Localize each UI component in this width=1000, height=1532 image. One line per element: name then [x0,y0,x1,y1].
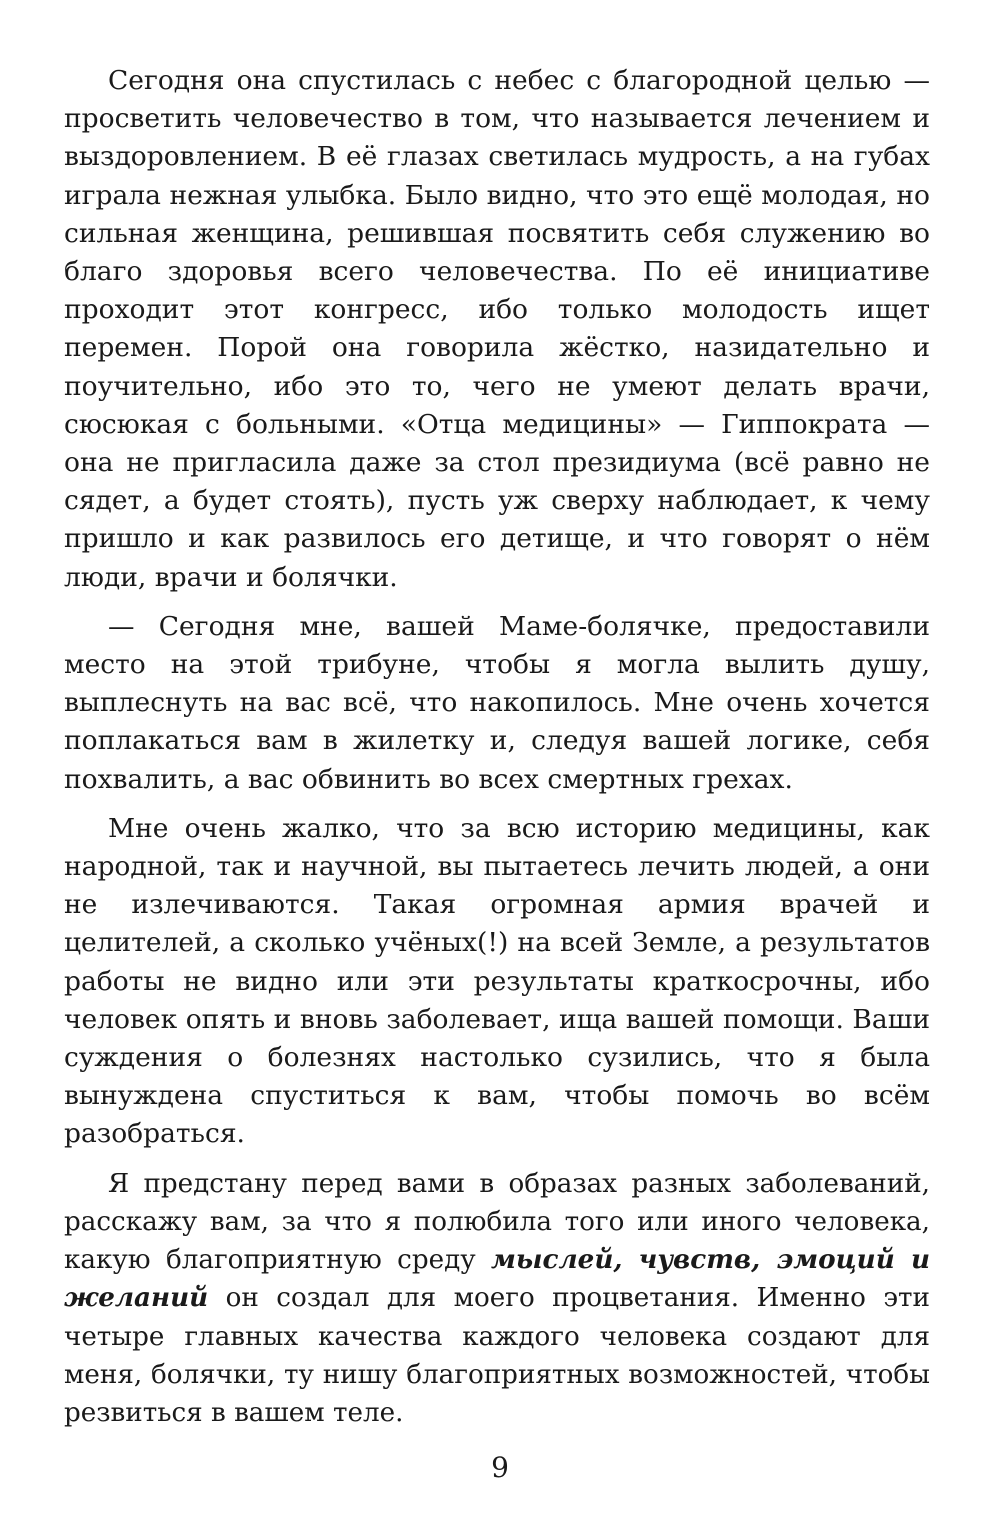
paragraph-3: Мне очень жалко, что за всю историю медицины, как народной, так и научной, вы пытаетесь лечить людей, а они не излечиваются. Такая огромная армия врачей и целителей, а сколько учёных(!) на всей Земле, а результатов работы не видно или эти результаты краткосрочны, ибо человек опять и вновь заболевает, ища вашей помощи. Ваши суждения о болезнях настолько сузились, что я была вынуждена спуститься к вам, чтобы помочь во всём разобраться. [64,812,930,1150]
paragraph-4-start: Я предстану перед вами в образах разных заболеваний, расскажу вам, за что я полюбила того или иного человека, какую благоприятную среду [64,1168,930,1276]
emphasized-phrase: мыслей, чувств, эмоций и желаний [64,1244,930,1314]
paragraph-4-end: он создал для моего процветания. Именно эти четыре главных качества каждого человека создают для меня, болячки, ту нишу благоприятных возможностей, чтобы резвиться в вашем теле. [64,1283,930,1428]
paragraph-2: — Сегодня мне, вашей Маме-болячке, предоставили место на этой трибуне, чтобы я могла вылить душу, выплеснуть на вас всё, что накопилось. Мне очень хочется поплакаться вам в жилетку и, следуя вашей логике, себя похвалить, а вас обвинить во всех смертных грехах. [64,610,930,795]
page-number: 9 [491,1451,509,1484]
paragraph-4 [64,1165,930,1432]
page-body [64,62,930,1432]
paragraph-1: Сегодня она спустилась с небес с благородной целью — просветить человечество в том, что называется лечением и выздоровлением. В её глазах светилась мудрость, а на губах играла нежная улыбка. Было видно, что это ещё молодая, но сильная женщина, решившая посвятить себя служению во благо здоровья всего человечества. По её инициативе проходит этот конгресс, ибо только молодость ищет перемен. Порой она говорила жёстко, назидательно и поучительно, ибо это то, чего не умеют делать врачи, сюсюкая с больными. «Отца медицины» — Гиппократа — она не пригласила даже за стол президиума (всё равно не сядет, а будет стоять), пусть уж сверху наблюдает, к чему пришло и как развилось его детище, и что говорят о нём люди, врачи и болячки. [64,65,930,593]
